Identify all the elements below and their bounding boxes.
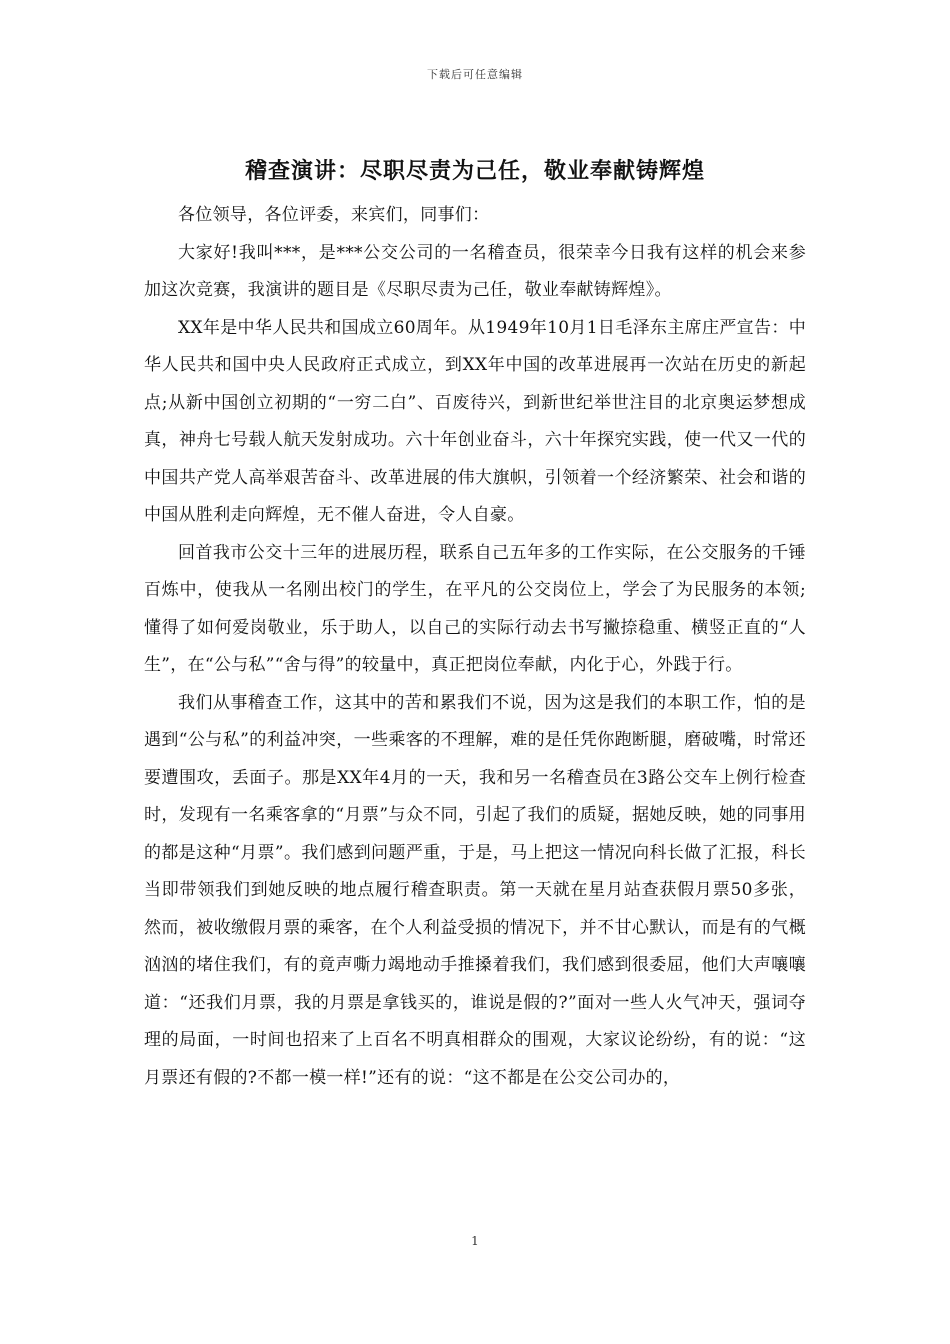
- document-title: 稽查演讲：尽职尽责为己任，敬业奉献铸辉煌: [244, 158, 705, 184]
- body-paragraph: 我们从事稽查工作，这其中的苦和累我们不说，因为这是我们的本职工作，怕的是遇到“公与私”的利益冲突，一些乘客的不理解，难的是任凭你跑断腿，磨破嘴，时常还要遭围攻，丢面子。那是XX年4月的一天，我和另一名稽查员在3路公交车上例行检查时，发现有一名乘客拿的“月票”与众不同，引起了我们的质疑，据她反映，她的同事用的都是这种“月票”。我们感到问题严重，于是，马上把这一情况向科长做了汇报，科长当即带领我们到她反映的地点履行稽查职责。第一天就在星月站查获假月票50多张，然而，被收缴假月票的乘客，在个人利益受损的情况下，并不甘心默认，而是有的气概汹汹的堵住我们，有的竟声嘶力竭地动手推搡着我们，我们感到很委屈，他们大声嚷嚷道：“还我们月票，我的月票是拿钱买的，谁说是假的?”面对一些人火气冲天，强词夺理的局面，一时间也招来了上百名不明真相群众的围观，大家议论纷纷，有的说：“这月票还有假的?不都一模一样!”还有的说：“这不都是在公交公司办的，: [144, 692, 806, 1088]
- document-body: [144, 197, 806, 1097]
- header-note: 下载后可任意编辑: [427, 68, 523, 81]
- page-number: 1: [471, 1234, 479, 1248]
- body-paragraph: 回首我市公交十三年的进展历程，联系自己五年多的工作实际，在公交服务的千锤百炼中，使我从一名刚出校门的学生，在平凡的公交岗位上，学会了为民服务的本领;懂得了如何爱岗敬业，乐于助人，以自己的实际行动去书写撇捺稳重、横竖正直的“人生”，在“公与私”“舍与得”的较量中，真正把岗位奉献，内化于心，外践于行。: [144, 542, 806, 675]
- salutation-paragraph: 各位领导，各位评委，来宾们，同事们：: [178, 205, 490, 225]
- body-paragraph: XX年是中华人民共和国成立60周年。从1949年10月1日毛泽东主席庄严宣告：中华人民共和国中央人民政府正式成立，到XX年中国的改革进展再一次站在历史的新起点;从新中国创立初期的“一穷二白”、百废待兴，到新世纪举世注目的北京奥运梦想成真，神舟七号载人航天发射成功。六十年创业奋斗，六十年探究实践，使一代又一代的中国共产党人高举艰苦奋斗、改革进展的伟大旗帜，引领着一个经济繁荣、社会和谐的中国从胜利走向辉煌，无不催人奋进，令人自豪。: [144, 317, 806, 525]
- body-paragraph: 大家好!我叫***，是***公交公司的一名稽查员，很荣幸今日我有这样的机会来参加这次竞赛，我演讲的题目是《尽职尽责为己任，敬业奉献铸辉煌》。: [144, 242, 806, 300]
